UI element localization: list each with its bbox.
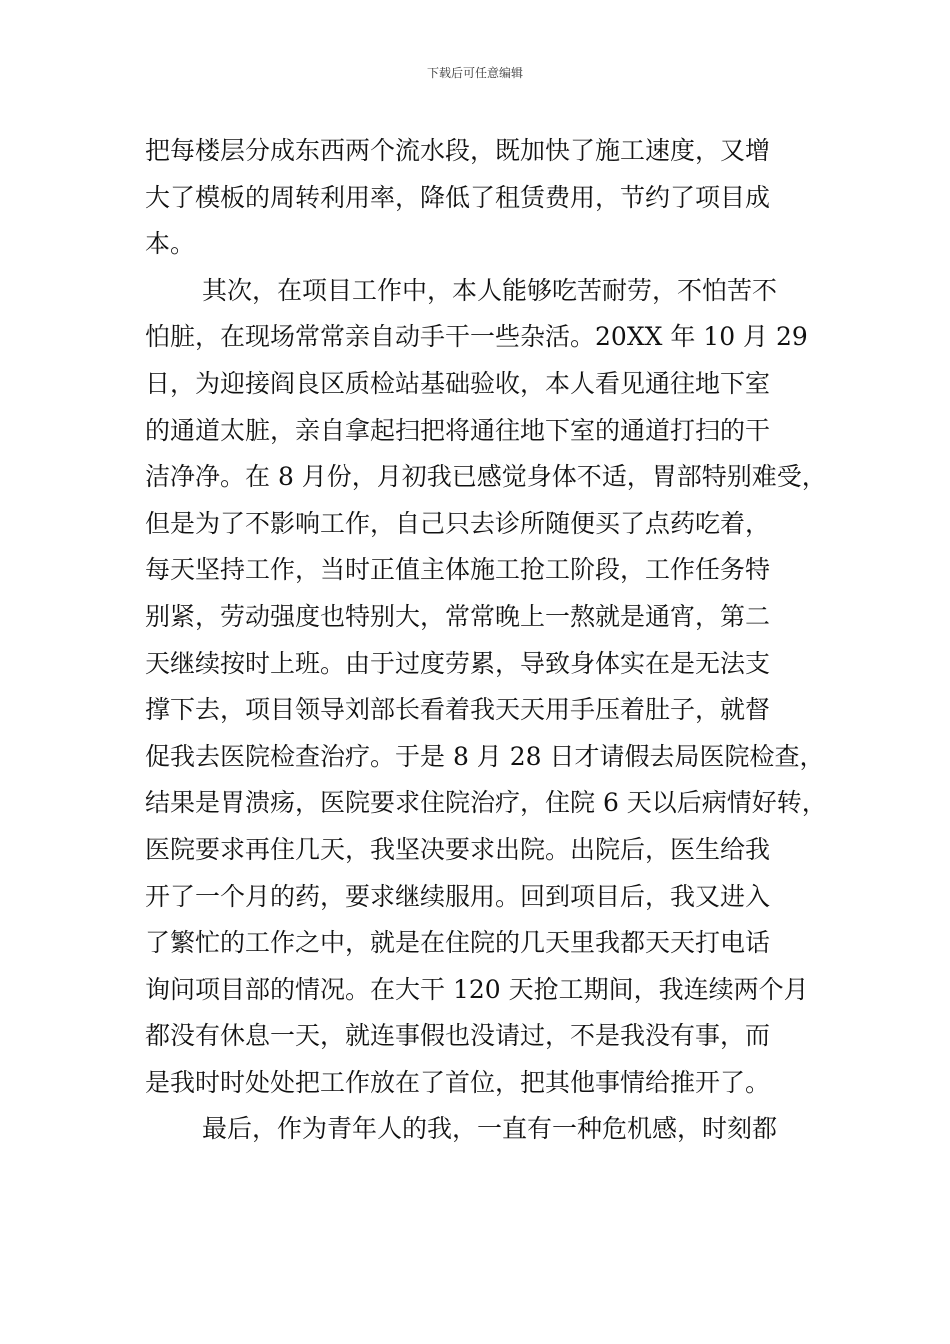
text-line: 本。: [145, 229, 196, 259]
body-text: [145, 128, 827, 1153]
text-line: 但是为了不影响工作，自己只去诊所随便买了点药吃着，: [145, 508, 771, 538]
text-line: 促我去医院检查治疗。于是 8 月 28 日才请假去局医院检查，: [145, 741, 825, 771]
text-line: 日，为迎接阎良区质检站基础验收，本人看见通往地下室: [145, 368, 771, 398]
text-line: 洁净净。在 8 月份，月初我已感觉身体不适，胃部特别难受，: [145, 462, 827, 492]
header-note: 下载后可任意编辑: [426, 66, 523, 80]
text-line: 结果是胃溃疡，医院要求住院治疗，住院 6 天以后病情好转，: [145, 788, 827, 818]
text-line: 的通道太脏，亲自拿起扫把将通往地下室的通道打扫的干: [145, 415, 771, 445]
text-line: 把每楼层分成东西两个流水段，既加快了施工速度，又增: [145, 136, 771, 165]
text-line: 了繁忙的工作之中，就是在住院的几天里我都天天打电话: [145, 928, 771, 958]
text-line: 医院要求再住几天，我坚决要求出院。出院后，医生给我: [145, 834, 771, 864]
text-line: 别紧，劳动强度也特别大，常常晚上一熬就是通宵，第二: [145, 601, 771, 631]
text-line: 撑下去，项目领导刘部长看着我天天用手压着肚子，就督: [145, 695, 771, 725]
text-line: 询问项目部的情况。在大干 120 天抢工期间，我连续两个月: [145, 974, 809, 1004]
text-line: 每天坚持工作，当时正值主体施工抢工阶段，工作任务特: [145, 555, 771, 585]
text-line: 其次，在项目工作中，本人能够吃苦耐劳，不怕苦不: [202, 275, 778, 305]
text-line: 最后，作为青年人的我，一直有一种危机感，时刻都: [202, 1114, 778, 1144]
text-line: 怕脏，在现场常常亲自动手干一些杂活。20XX 年 10 月 29: [145, 322, 808, 352]
text-line: 都没有休息一天，就连事假也没请过，不是我没有事，而: [145, 1021, 771, 1051]
text-line: 开了一个月的药，要求继续服用。回到项目后，我又进入: [145, 881, 771, 911]
text-line: 天继续按时上班。由于过度劳累，导致身体实在是无法支: [145, 648, 771, 678]
text-line: 大了模板的周转利用率，降低了租赁费用，节约了项目成: [145, 182, 771, 212]
text-line: 是我时时处处把工作放在了首位，把其他事情给推开了。: [145, 1067, 771, 1097]
